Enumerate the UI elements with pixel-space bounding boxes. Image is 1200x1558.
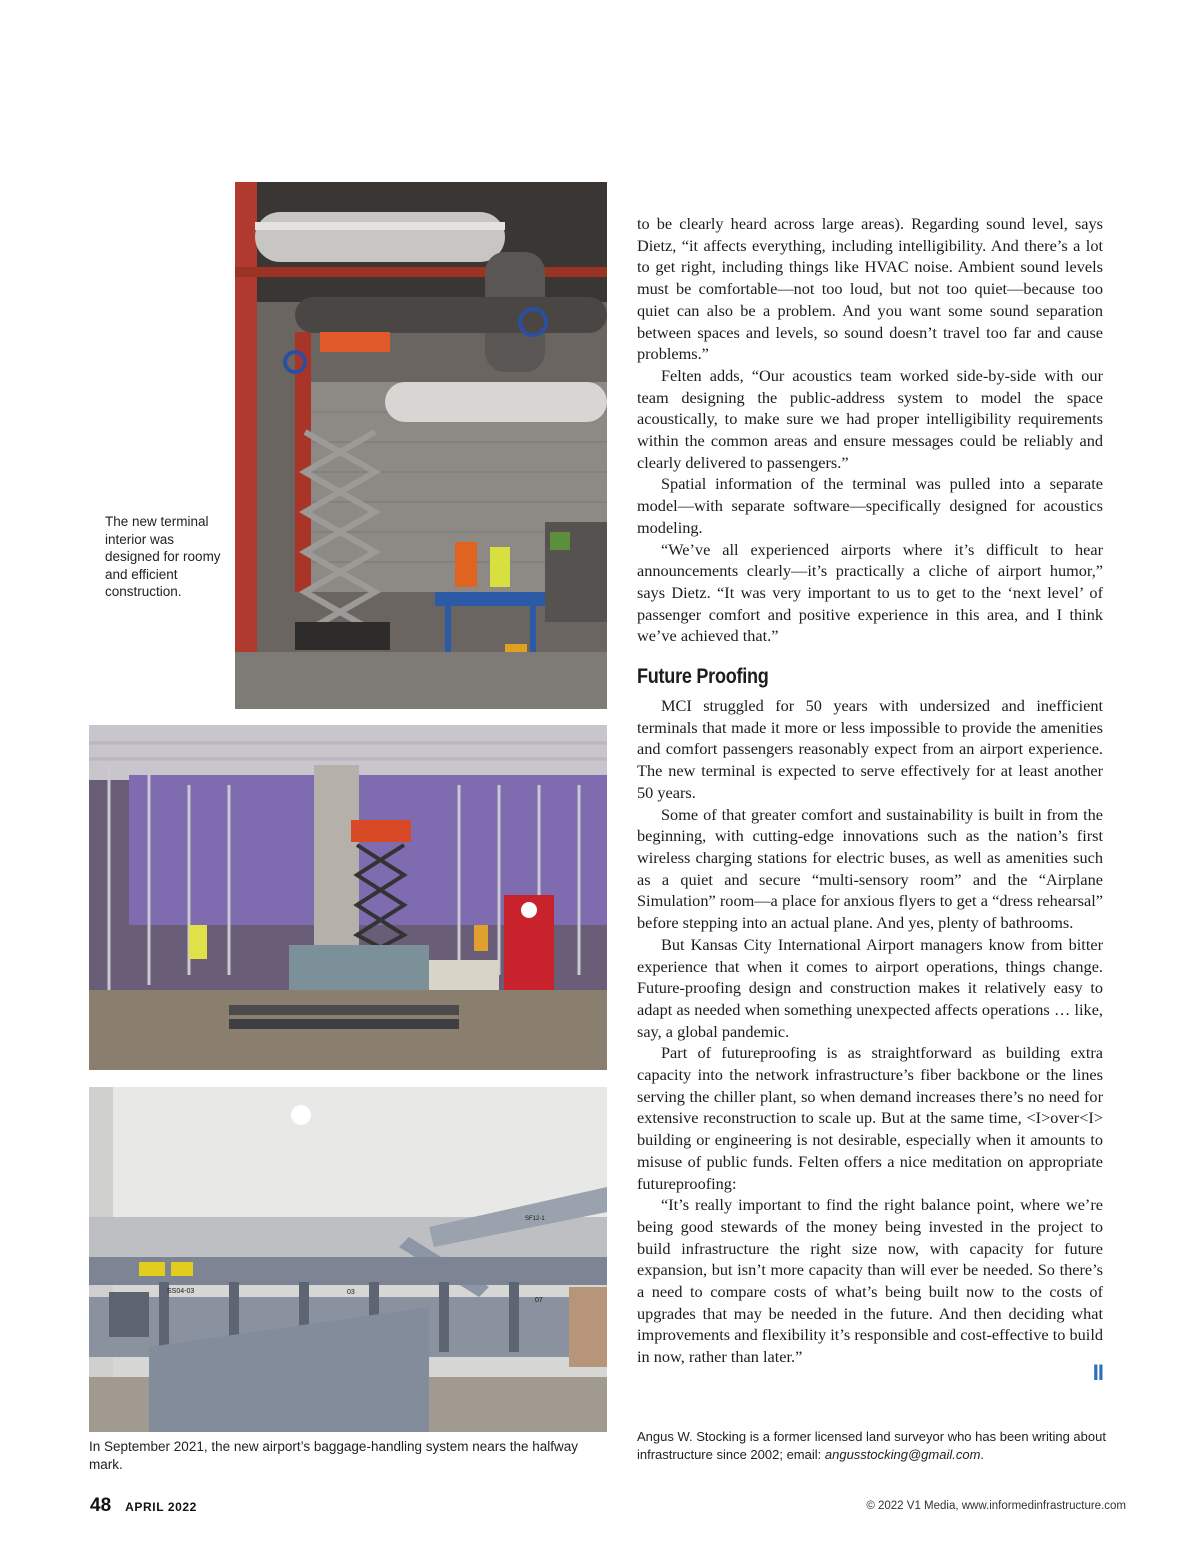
section-heading: Future Proofing (637, 665, 769, 689)
issue-date: APRIL 2022 (125, 1500, 197, 1514)
author-bio-tail: . (980, 1446, 985, 1462)
photo-caption-bottom: In September 2021, the new airport’s baggage-handling system nears the halfway mark. (89, 1439, 579, 1472)
author-bio (637, 1428, 1107, 1463)
article-paragraph: to be clearly heard across large areas). Regarding sound level, says Dietz, “it affects everything, including intelligibility. And there’s a lot to get right, including things like HVAC noise. Ambient sound levels must be comfortable—not too loud, but not too quiet—because too quiet can also be a problem. And you want some sound separation between spaces and levels, so sound doesn’t travel too far and cause problems.” (637, 214, 1103, 364)
article-paragraph: But Kansas City International Airport managers know from bitter experience that when it comes to airport operations, things change. Future-proofing design and construction makes it relatively easy to adapt as needed when something unexpected affects operations … like, say, a global pandemic. (637, 934, 1103, 1041)
photo-caption-top: The new terminal interior was designed for roomy and efficient construction. (105, 514, 221, 599)
conveyor-label: 03 (347, 1289, 355, 1296)
conveyor-label: SS04-03 (167, 1288, 195, 1295)
article-paragraph: “We’ve all experienced airports where it’s difficult to hear announcements clearly—it’s practically a cliche of airport humor,” says Dietz. “It was very important to us to get to the ‘next level’ of passenger comfort and positive experience in this area, and I think we’ve achieved that.” (637, 539, 1103, 646)
article-paragraph: Part of futureproofing is as straightforward as building extra capacity into the network infrastructure’s fiber backbone or the lines serving the chiller plant, so when demand increases there’s no need for extensive reconstruction to scale up. But at the same time, <I>over<I> building or engineering is not desirable, especially when it amounts to misuse of public funds. Felten offers a nice meditation on appropriate futureproofing: (637, 1043, 1103, 1193)
article-paragraph: MCI struggled for 50 years with undersized and inefficient terminals that made it more or less impossible to provide the amenities and comfort passengers reasonably expect from an airport experience. The new terminal is expected to serve effectively for at least another 50 years. (637, 696, 1103, 802)
article-paragraph: Some of that greater comfort and sustainability is built in from the beginning, with cutting-edge innovations such as the nation’s first wireless charging stations for electric buses, as well as amenities such as a quiet and secure “multi-sensory room” and the “Airplane Simulation” room—a place for anxious flyers to get a “dress rehearsal” before stepping into an actual plane. And yes, plenty of bathrooms. (637, 804, 1103, 933)
article-paragraph: Spatial information of the terminal was pulled into a separate model—with separate software—specifically designed for acoustics modeling. (637, 474, 1103, 537)
baggage-system-photo (89, 1087, 607, 1432)
end-of-article-mark: II (1092, 1359, 1103, 1385)
author-bio-text: Angus W. Stocking is a former licensed land surveyor who has been writing about infrastructure since 2002; email: (637, 1429, 1106, 1462)
author-email-link[interactable]: angusstocking@gmail.com (824, 1446, 981, 1462)
construction-interior-photo (235, 182, 607, 709)
page-footer (90, 1495, 197, 1517)
conveyor-label: 07 (535, 1297, 543, 1304)
article-paragraph: “It’s really important to find the right balance point, where we’re being good stewards of the money being invested in the project to build infrastructure the right size now, with capacity for future expansion, but isn’t more capacity than will ever be needed. So there’s a need to compare costs of what’s being built now to the costs of upgrades that may be needed in the future. And then deciding what improvements and flexibility it’s responsible and cost-effective to build in now, rather than later.” (637, 1195, 1103, 1367)
conveyor-label: SF12-1 (525, 1216, 545, 1222)
article-body (637, 213, 1103, 1384)
page-number: 48 (90, 1495, 112, 1516)
terminal-construction-photo (89, 725, 607, 1070)
article-paragraph: Felten adds, “Our acoustics team worked side-by-side with our team designing the public-address system to model the space acoustically, to make sure we had proper intelligibility requirements within the common areas and ensure messages could be reliably and clearly delivered to passengers.” (637, 365, 1103, 472)
copyright-notice: © 2022 V1 Media, www.informedinfrastructure.com (866, 1500, 1126, 1512)
